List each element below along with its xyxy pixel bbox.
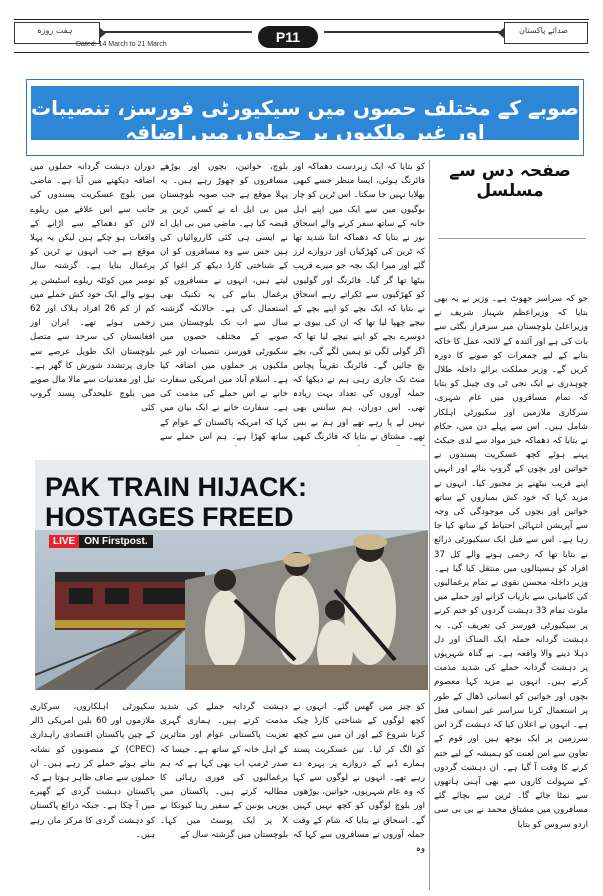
live-badge <box>49 536 153 550</box>
article-column-right-top: کو بتایا کہ ایک زبردست دھماکہ اور فائرنگ ہوئی، ایسا منظر جسے کبھی بھلایا نہیں جا سکتا۔ اس ٹرین کو چار بوگیوں میں سے ایک میں اپنے اہل خانہ کے ساتھ سفر کرنے والے اسحاق نور نے بتایا کہ دھماکہ اتنا شدید تھا کہ ٹرین کی کھڑکیاں اور دروازے لرز گئے اور میرا ایک بچہ جو میرے قریب بیٹھا تھا گر گیا۔ فائرنگ اور گولیوں کو کھڑکیوں سے ٹکراتے رہے اسحاق نے بتایا کہ ایک بچے کو اپنے بچے کے نیچے چھپا لیا تھا کہ ان کی بیوی نے دوسرے بچے کو اپنے نیچے لیا تھا کہ اگر گولی لگی تو ہمیں لگے گی، بچے بچ جائیں گے۔ فائرنگ تقریباً پچاس منٹ تک جاری رہی ہم نے دیکھا کہ حملہ آوروں کی تعداد بہت زیادہ تھی۔ اس دوران، ہم سانس بھی نہیں لے پا رہے تھے اور ہم بے بس تھے۔ مشتاق نے بتایا کہ فائرنگ کبھی <box>293 162 425 442</box>
photo-headline-line1: PAK TRAIN HIJACK: <box>45 472 307 502</box>
header-right-stripe <box>324 31 504 33</box>
left-arrow-icon <box>99 27 106 39</box>
header-left-stripe <box>100 31 252 33</box>
live-source: ON Firstpost. <box>79 535 152 548</box>
news-photo <box>35 460 428 690</box>
headline-banner <box>26 79 584 156</box>
side-heading-rule <box>438 238 586 239</box>
continued-heading: صفحہ دس سے مسلسل <box>449 161 571 201</box>
article-column-left-bottom: سکیورٹی اہلکاروں، سرکاری ملازموں اور 60 بلین امریکی ڈالر کے چین پاکستان اقتصادی راہداری (CPEC) کے منصوبوں کو نشانہ بناتے ہوئے حملے کر رہے ہیں۔ ان حملوں سے صاف ظاہر ہوتا ہے کہ پاکستان دہشت گردی کے گھیرے میں آ چکا ہے۔ جبکہ ذرائع پاکستان کو دہشت گردی کا مرکز مان رہے ہیں۔ <box>30 702 155 840</box>
right-arrow-icon <box>498 27 505 39</box>
right-header-ornament <box>504 22 588 44</box>
article-column-right-bottom: کو چیز میں گھس گئے۔ انہوں نے کچھ لوگوں کے شناختی کارڈ چیک کرنا شروع کیے اور ان میں سے کچھ کو الگ کر لیا۔ تین عسکریت پسند ہمارے ڈبے کے دروازے پر پہرہ دے رہے تھے۔ انہوں نے لوگوں سے کہا کہ وہ عام شہریوں، خواتین، بوڑھوں اور بلوچ لوگوں کو کچھ نہیں کہیں گے۔ اسحاق نے بتایا کہ شام کے وقت حملہ آوروں نے مسافروں سے کہا کہ وہ <box>293 702 425 855</box>
article-column-mid-bottom: دہشت گردانہ حملے کی شدید مذمت کرتے ہیں۔ ہماری گہری تعزیت پاکستانی عوام اور متاثرین کے اہل خانہ کے ساتھ ہے۔ جیسا کہ صدر ٹرمپ اب بھی کہا ہے کہ ہم یرغمالیوں کی فوری رہائی کا مطالبہ کرتے ہیں۔ پاکستان میں یورپی یونین کے سفیر رینا کیونکا نے X پر ایک پوسٹ میں کہا۔ بلوچستان میں گزشتہ سال کے <box>160 702 288 840</box>
headline-banner-fill <box>31 86 579 144</box>
live-label: LIVE <box>49 535 79 548</box>
page-number: P11 <box>258 26 318 48</box>
header-bottom-rule <box>14 52 589 53</box>
article-column-mid-top: بلوچ، خواتین، بچوں اور بوڑھے مسافروں کو چھوڑ رہے ہیں۔ یہ پہلا موقع ہے جب صوبہ بلوچستان میں بی ایل اے نے کسی ٹرین پر قبضہ کیا ہے۔ ماضی میں بی ایل اے نے ایسی ہی کئی کارروائیاں کی ہیں جس سے وہ مسافروں کو ان کے شناختی کارڈ دیکھ کر اغوا کر لیتے ہیں، انہوں نے مسافروں کو یرغمال بنانے کی یہ تکنیک بھی استعمال کی ہے۔ حالانکہ گزشتہ سال سے اب تک بلوچستان میں صوبے کے مختلف حصوں میں سکیورٹی فورسز، تنصیبات اور غیر ملکیوں پر حملوں میں اضافہ کیا ہے۔ اسلام آباد میں امریکی سفارت خانے نے اس حملے کی مذمت کی ہے۔ سفارت خانے نے ایک بیان میں کہا کہ امریکہ پاکستان کے عوام کے ساتھ کھڑا ہے۔ ہم اس حملے سے <box>160 162 288 442</box>
right-ornament-text: صدائے پاکستان <box>519 26 569 35</box>
column-divider <box>429 160 430 890</box>
article-column-left-top: دوران دہشت گردانہ حملوں میں اضافہ دیکھنے میں آیا ہے۔ ماضی میں بلوچ عسکریت پسندوں کی جانب سے اس علاقے میں ریلوے لائن کو دھماکے سے اڑانے کے واقعات ہو چکے ہیں لیکن یہ پہلا موقع ہے جب انہوں نے ٹرین کو یرغمال بنایا ہے۔ گزشتہ سال نومبر میں کوئٹہ ریلوے اسٹیشن پر ہونے والے ایک خود کش حملے میں کم از کم 26 افراد ہلاک اور 62 زخمی ہوئے تھے۔ ایران اور افغانستان کی سرحد سے متصل بلوچستان ایک طویل عرصے سے جاری پرتشدد شورش کا گھر ہے۔ تیل اور معدنیات سے مالا مال صوبے میں بلوچ علیحدگی پسند گروپ کئی <box>30 162 155 414</box>
photo-headline-line2: HOSTAGES FREED <box>45 502 294 532</box>
side-column-text: جو کہ سراسر جھوٹ ہے۔ وزیر نے یہ بھی بتایا کہ وزیراعظم شہباز شریف نے وزیراعلیٰ بلوچستان میر سرفراز بگٹی سے بات کی ہے اور آئندہ کے لائحہ عمل کا خاکہ بنانے کے لیے جمعرات کو صوبے کا دورہ کریں گے۔ وزیر مملکت برائے داخلہ طلال چوہدری نے ایک نجی ٹی وی چینل کو بتایا کہ تمام مسافروں میں عام شہری، سرکاری ملازمین اور سکیورٹی اہلکار شامل ہیں۔ اس سے پہلے دن میں، حکام نے بتایا کہ دھماکہ خیز مواد سے لدی جیکٹ پہنے ہوئے کچھ عسکریت پسندوں نے خواتین اور بچوں کے گروپ بنائے اور انہیں اپنے قریب بیٹھنے پر مجبور کیا۔ انہوں نے مزید کہا کہ خود کش بمباروں کے ساتھ خواتین اور بچوں کی موجودگی کی وجہ سے آپریشن انتہائی احتیاط کے ساتھ کیا جا رہا ہے۔ اس سے قبل ایک سیکیورٹی ذرائع نے بتایا تھا کہ زخمی ہونے والے کل 37 افراد کو ہسپتالوں میں منتقل کیا گیا ہے۔ وزیر داخلہ محسن نقوی نے تمام یرغمالیوں کی کامیابی سے بازیاب کرانے اور حملے میں ملوث تمام 33 دہشت گردوں کو ختم کرنے پر سیکیورٹی فورسز کی تعریف کی۔ یہ دہشت گردانہ حملہ ایک المناک اور دل دہلا دینے والا واقعہ ہے۔ بے گناہ شہریوں پر دہشت گردانہ حملے کی شدید مذمت کرتے ہیں۔ انہوں نے مزید کہا معصوم بچوں اور خواتین کو انسانی ڈھال کے طور پر استعمال کرنا سراسر غیر انسانی فعل ہے۔ انہوں نے اعلان کیا کہ دہشت گرد اس سرزمین پر ایک بوجھ ہیں اور قوم کے تعاون سے اس لعنت کو ہمیشہ کے لیے ختم کرنے کا وقت آ گیا ہے۔ ان دہشت گردوں کے سہولت کاروں سے بھی آہنی ہاتھوں سے نمٹا جائے گا۔ ٹرین سے بچائے گئے مسافروں میں مشتاق محمد نے بی بی سی اردو سروس کو بتایا <box>434 294 588 830</box>
header-top-rule <box>14 19 589 20</box>
left-ornament-text: ہفت روزہ <box>37 26 73 35</box>
issue-dates: Dated: 14 March to 21 March <box>76 41 167 48</box>
photo-headline <box>45 472 307 532</box>
headline-title: صوبے کے مختلف حصوں میں سیکیورٹی فورسز، تنصیبات اور غیر ملکیوں پر حملوں میں اضافہ <box>31 96 579 144</box>
